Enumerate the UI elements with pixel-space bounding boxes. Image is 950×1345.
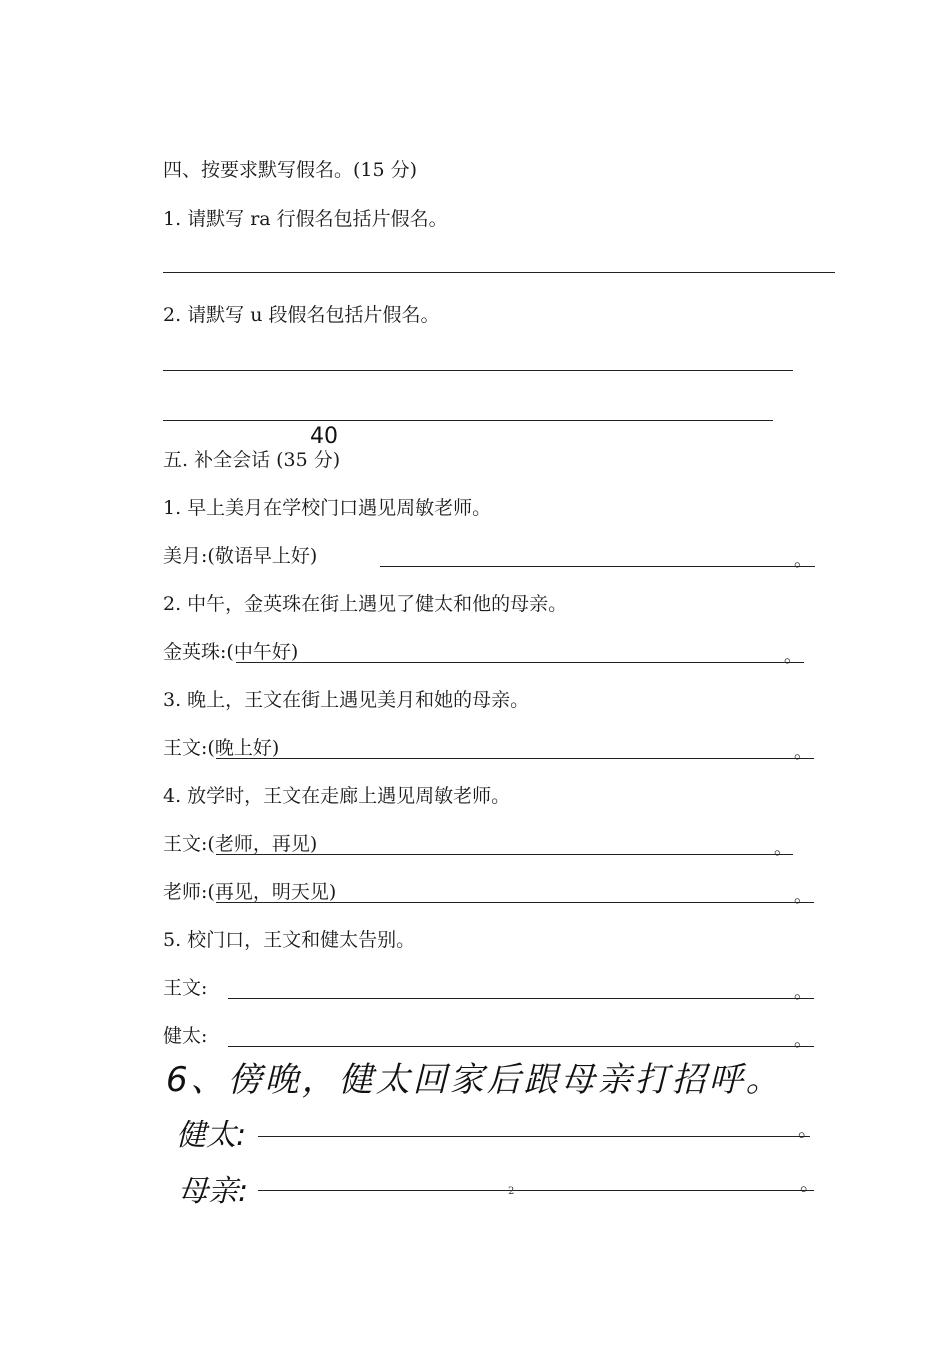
hint-text: (再见，明天见): [207, 881, 337, 903]
question-5-5: 5. 校门口，王文和健太告别。: [163, 929, 416, 951]
section-5-heading: [163, 448, 340, 472]
handwritten-question-6: 6、傍晚，健太回家后跟母亲打招呼。: [166, 1060, 783, 1100]
question-5-1: 1. 早上美月在学校门口遇见周敏老师。: [163, 497, 492, 519]
question-5-3: 3. 晚上，王文在街上遇见美月和她的母亲。: [163, 689, 530, 711]
answer-line-5-5b[interactable]: [228, 1046, 814, 1047]
speaker-label: 金英珠:: [163, 641, 227, 663]
period-mark: 。: [794, 742, 812, 763]
section-5-heading-suffix: 分): [307, 449, 341, 471]
answer-line-5-5a[interactable]: [228, 998, 814, 999]
answer-line-6b[interactable]: [258, 1190, 814, 1191]
answer-line-5-1[interactable]: [380, 566, 815, 567]
speaker-label: 老师:: [163, 881, 208, 903]
speaker-5-5b: 健太:: [163, 1025, 208, 1047]
answer-line-4-2a[interactable]: [163, 370, 793, 371]
answer-line-5-4b[interactable]: [216, 902, 814, 903]
speaker-5-4a: [163, 832, 317, 856]
speaker-5-3: [163, 736, 279, 760]
answer-line-5-4a[interactable]: [216, 854, 793, 855]
question-4-1: 1. 请默写 ra 行假名包括片假名。: [163, 208, 448, 230]
answer-line-6a[interactable]: [258, 1136, 810, 1137]
period-mark: 。: [800, 1171, 820, 1195]
hint-text: (老师，再见): [207, 833, 318, 855]
speaker-5-1: [163, 544, 317, 568]
page-number: 2: [508, 1186, 515, 1197]
question-5-4: 4. 放学时，王文在走廊上遇见周敏老师。: [163, 785, 511, 807]
speaker-label: 王文:: [163, 737, 208, 759]
speaker-5-2: [163, 640, 298, 664]
answer-line-4-2b[interactable]: [163, 420, 773, 421]
hint-text: (中午好): [226, 641, 299, 663]
answer-line-4-1[interactable]: [163, 272, 835, 273]
period-mark: 。: [774, 838, 792, 859]
period-mark: 。: [798, 1117, 818, 1141]
hint-text: (晚上好): [207, 737, 280, 759]
answer-line-5-2[interactable]: [236, 662, 804, 663]
question-5-2: 2. 中午，金英珠在街上遇见了健太和他的母亲。: [163, 593, 568, 615]
section-5-score-crossed: 35: [283, 449, 308, 471]
period-mark: 。: [794, 1030, 812, 1051]
hint-text: (敬语早上好): [207, 545, 318, 567]
period-mark: 。: [794, 982, 812, 1003]
period-mark: 。: [794, 886, 812, 907]
speaker-label: 美月:: [163, 545, 208, 567]
period-mark: 。: [794, 550, 812, 571]
section-5-heading-prefix: 五. 补全会话 (: [163, 449, 284, 471]
section-4-heading: 四、按要求默写假名。(15 分): [163, 159, 418, 181]
handwritten-speaker-mother: 母亲:: [178, 1174, 249, 1209]
speaker-5-4b: [163, 880, 336, 904]
handwritten-speaker-kenta: 健太:: [176, 1118, 247, 1153]
answer-line-5-3[interactable]: [216, 758, 814, 759]
period-mark: 。: [784, 646, 802, 667]
question-4-2: 2. 请默写 u 段假名包括片假名。: [163, 304, 440, 326]
speaker-label: 王文:: [163, 833, 208, 855]
speaker-5-5a: 王文:: [163, 977, 208, 999]
handwritten-score: 40: [310, 424, 338, 449]
